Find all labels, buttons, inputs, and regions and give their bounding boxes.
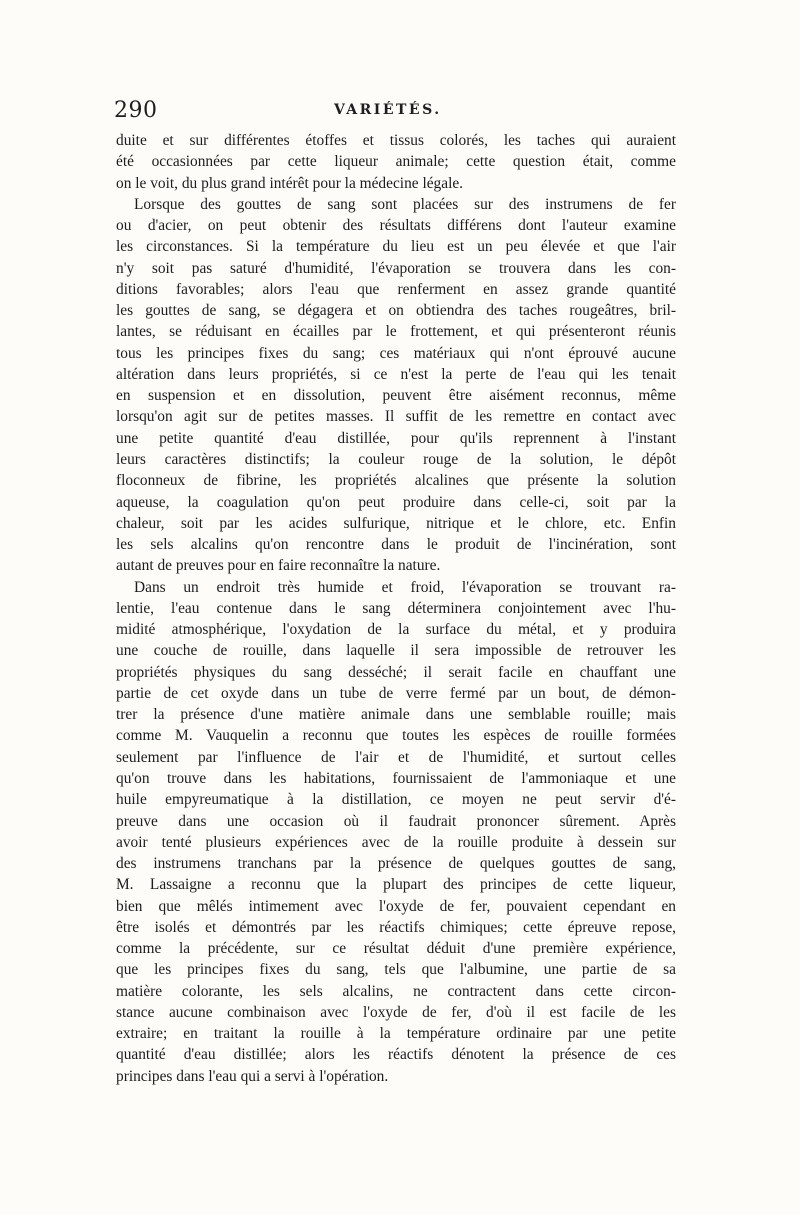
text-line: floconneux de fibrine, les propriétés alcalines que présente la solution: [116, 472, 676, 490]
text-line: en suspension et en dissolution, peuvent être aisément reconnus, même: [116, 387, 676, 405]
text-line: partie de cet oxyde dans un tube de verre fermé par un bout, de démon-: [116, 684, 676, 702]
text-line: on le voit, du plus grand intérêt pour la médecine légale.: [116, 174, 464, 192]
text-line: comme M. Vauquelin a reconnu que toutes les espèces de rouille formées: [116, 727, 676, 745]
text-line: les gouttes de sang, se dégagera et on obtiendra des taches rougeâtres, bril-: [116, 302, 676, 320]
text-line: bien que mêlés intimement avec l'oxyde de fer, pouvaient cependant en: [116, 897, 676, 915]
body-text: [116, 130, 676, 1087]
text-line: une petite quantité d'eau distillée, pour qu'ils reprennent à l'instant: [116, 429, 676, 447]
text-line: comme la précédente, sur ce résultat déduit d'une première expérience,: [116, 940, 676, 958]
page-header: [114, 98, 674, 126]
text-line: aqueuse, la coagulation qu'on peut produire dans celle-ci, soit par la: [116, 493, 676, 511]
text-line: duite et sur différentes étoffes et tissus colorés, les taches qui auraient: [116, 132, 676, 149]
text-line: ou d'acier, on peut obtenir des résultats différens dont l'auteur examine: [116, 217, 676, 235]
text-line: des instrumens tranchans par la présence de quelques gouttes de sang,: [116, 855, 676, 873]
text-line: tous les principes fixes du sang; ces matériaux qui n'ont éprouvé aucune: [116, 344, 676, 362]
text-line: ditions favorables; alors l'eau que renferment en assez grande quantité: [116, 280, 676, 298]
text-line: extraire; en traitant la rouille à la température ordinaire par une petite: [116, 1025, 676, 1043]
text-line: Dans un endroit très humide et froid, l'évaporation se trouvant ra-: [134, 578, 676, 596]
text-line: preuve dans une occasion où il faudrait prononcer sûrement. Après: [116, 812, 676, 830]
text-line: être isolés et démontrés par les réactifs chimiques; cette épreuve repose,: [116, 918, 676, 936]
text-line: que les principes fixes du sang, tels que l'albumine, une partie de sa: [116, 961, 676, 979]
text-line: quantité d'eau distillée; alors les réactifs dénotent la présence de ces: [116, 1046, 676, 1064]
text-line: stance aucune combinaison avec l'oxyde de fer, d'où il est facile de les: [116, 1003, 676, 1021]
text-line: principes dans l'eau qui a servi à l'opération.: [116, 1067, 389, 1085]
text-line: lentie, l'eau contenue dans le sang déterminera conjointement avec l'hu-: [116, 599, 676, 617]
text-line: lantes, se réduisant en écailles par le frottement, et qui présenteront réunis: [116, 323, 676, 341]
text-line: Lorsque des gouttes de sang sont placées sur des instrumens de fer: [134, 195, 676, 213]
text-line: les sels alcalins qu'on rencontre dans le produit de l'incinération, sont: [116, 536, 676, 554]
text-line: chaleur, soit par les acides sulfurique, nitrique et le chlore, etc. Enfin: [116, 514, 676, 532]
text-line: les circonstances. Si la température du lieu est un peu élevée et que l'air: [116, 238, 676, 256]
text-line: midité atmosphérique, l'oxydation de la surface du métal, et y produira: [116, 621, 676, 639]
text-line: leurs caractères distinctifs; la couleur rouge de la solution, le dépôt: [116, 450, 676, 468]
running-head: VARIÉTÉS.: [334, 102, 442, 118]
text-line: n'y soit pas saturé d'humidité, l'évaporation se trouvera dans les con-: [116, 259, 676, 277]
page-number: 290: [114, 98, 158, 123]
text-line: une couche de rouille, dans laquelle il sera impossible de retrouver les: [116, 642, 676, 660]
text-line: M. Lassaigne a reconnu que la plupart des principes de cette liqueur,: [116, 876, 676, 894]
text-line: huile empyreumatique à la distillation, ce moyen ne peut servir d'é-: [116, 791, 676, 809]
text-line: propriétés physiques du sang desséché; il serait facile en chauffant une: [116, 663, 676, 681]
text-line: été occasionnées par cette liqueur animale; cette question était, comme: [116, 153, 676, 171]
text-line: autant de preuves pour en faire reconnaître la nature.: [116, 557, 441, 575]
text-line: lorsqu'on agit sur de petites masses. Il suffit de les remettre en contact avec: [116, 408, 676, 426]
text-line: altération dans leurs propriétés, si ce n'est la perte de l'eau qui les tenait: [116, 365, 676, 383]
text-line: avoir tenté plusieurs expériences avec de la rouille produite à dessein sur: [116, 833, 676, 851]
text-line: seulement par l'influence de l'air et de l'humidité, et surtout celles: [116, 748, 676, 766]
text-line: trer la présence d'une matière animale dans une semblable rouille; mais: [116, 706, 676, 724]
text-line: qu'on trouve dans les habitations, fournissaient de l'ammoniaque et une: [116, 769, 676, 787]
text-line: matière colorante, les sels alcalins, ne contractent dans cette circon-: [116, 982, 676, 1000]
